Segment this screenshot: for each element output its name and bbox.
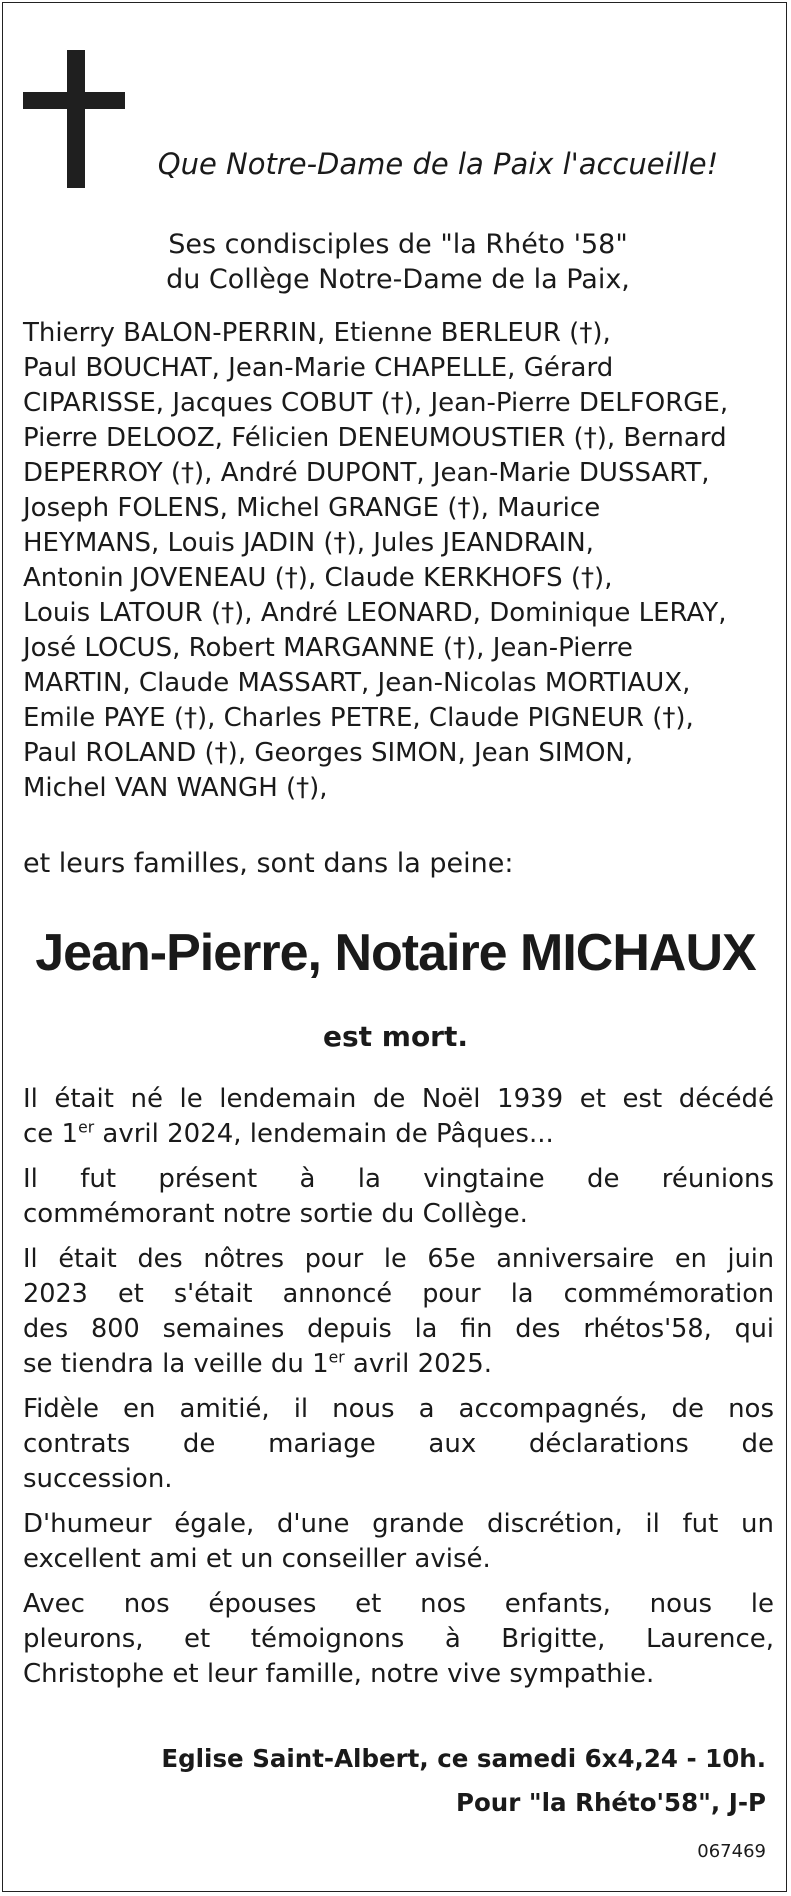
names-line: Paul BOUCHAT, Jean-Marie CHAPELLE, Gérard bbox=[23, 353, 614, 383]
tribute-paragraph-condolences bbox=[23, 1587, 774, 1692]
classmates-list bbox=[23, 316, 783, 806]
paragraph-line bbox=[23, 1117, 774, 1152]
cross-horizontal-bar bbox=[23, 92, 125, 109]
cross-vertical-bar bbox=[67, 50, 85, 188]
paragraph-line: Fidèle en amitié, il nous a accompagnés, de nos bbox=[23, 1394, 774, 1424]
obituary-notice bbox=[2, 2, 787, 1892]
intro-block bbox=[23, 227, 773, 297]
motto: Que Notre-Dame de la Paix l'accueille! bbox=[157, 147, 719, 181]
tribute-paragraph-birth bbox=[23, 1082, 774, 1152]
tribute-paragraph-reunions bbox=[23, 1162, 774, 1232]
paragraph-line: D'humeur égale, d'une grande discrétion, il fut un bbox=[23, 1509, 774, 1539]
names-line: Emile PAYE (†), Charles PETRE, Claude PIGNEUR (†), bbox=[23, 703, 694, 733]
deceased-name: Jean-Pierre, Notaire MICHAUX bbox=[35, 924, 756, 982]
names-line: HEYMANS, Louis JADIN (†), Jules JEANDRAIN, bbox=[23, 528, 594, 558]
paragraph-line: Christophe et leur famille, notre vive sympathie. bbox=[23, 1659, 655, 1689]
paragraph-line: succession. bbox=[23, 1464, 173, 1494]
intro-line: Ses condisciples de "la Rhéto '58" bbox=[168, 229, 628, 260]
tribute-paragraph-anniversary bbox=[23, 1242, 774, 1382]
paragraph-line bbox=[23, 1347, 774, 1382]
death-announcement: est mort. bbox=[322, 1020, 469, 1053]
names-line: CIPARISSE, Jacques COBUT (†), Jean-Pierre DELFORGE, bbox=[23, 388, 729, 418]
tribute-paragraph-friendship bbox=[23, 1392, 774, 1497]
line-text: avril 2024, lendemain de Pâques... bbox=[94, 1119, 554, 1149]
paragraph-line: commémorant notre sortie du Collège. bbox=[23, 1199, 528, 1229]
reference-number: 067469 bbox=[697, 1841, 766, 1862]
signature: Pour "la Rhéto'58", J-P bbox=[456, 1788, 766, 1817]
tribute-text bbox=[23, 1082, 774, 1702]
tribute-paragraph-character bbox=[23, 1507, 774, 1577]
paragraph-line: des 800 semaines depuis la fin des rhétos'58, qui bbox=[23, 1314, 774, 1344]
paragraph-line: excellent ami et un conseiller avisé. bbox=[23, 1544, 491, 1574]
names-line: Pierre DELOOZ, Félicien DENEUMOUSTIER (†), Bernard bbox=[23, 423, 727, 453]
line-text: avril 2025. bbox=[344, 1349, 493, 1379]
paragraph-line: 2023 et s'était annoncé pour la commémoration bbox=[23, 1279, 774, 1309]
paragraph-line: Avec nos épouses et nos enfants, nous le bbox=[23, 1589, 774, 1619]
latin-cross-icon bbox=[23, 50, 125, 188]
names-line: MARTIN, Claude MASSART, Jean-Nicolas MORTIAUX, bbox=[23, 668, 691, 698]
names-line: Michel VAN WANGH (†), bbox=[23, 773, 328, 803]
paragraph-line: contrats de mariage aux déclarations de bbox=[23, 1429, 774, 1459]
names-line: DEPERROY (†), André DUPONT, Jean-Marie DUSSART, bbox=[23, 458, 710, 488]
names-line: Louis LATOUR (†), André LEONARD, Dominique LERAY, bbox=[23, 598, 727, 628]
names-line: Joseph FOLENS, Michel GRANGE (†), Maurice bbox=[23, 493, 601, 523]
line-text: ce 1 bbox=[23, 1119, 79, 1149]
names-line: Antonin JOVENEAU (†), Claude KERKHOFS (†), bbox=[23, 563, 613, 593]
names-line: Thierry BALON-PERRIN, Etienne BERLEUR (†), bbox=[23, 318, 611, 348]
paragraph-line: Il était né le lendemain de Noël 1939 et est décédé bbox=[23, 1084, 774, 1114]
ceremony-info: Eglise Saint-Albert, ce samedi 6x4,24 - 10h. bbox=[161, 1744, 766, 1773]
line-text: se tiendra la veille du 1 bbox=[23, 1349, 329, 1379]
ordinal-suffix: er bbox=[328, 1348, 345, 1367]
names-line: José LOCUS, Robert MARGANNE (†), Jean-Pierre bbox=[23, 633, 633, 663]
names-line: Paul ROLAND (†), Georges SIMON, Jean SIMON, bbox=[23, 738, 634, 768]
paragraph-line: pleurons, et témoignons à Brigitte, Laurence, bbox=[23, 1624, 774, 1654]
intro-line: du Collège Notre-Dame de la Paix, bbox=[166, 264, 630, 295]
paragraph-line: Il était des nôtres pour le 65e anniversaire en juin bbox=[23, 1244, 774, 1274]
families-line: et leurs familles, sont dans la peine: bbox=[23, 848, 514, 879]
paragraph-line: Il fut présent à la vingtaine de réunions bbox=[23, 1164, 774, 1194]
ordinal-suffix: er bbox=[78, 1118, 95, 1137]
